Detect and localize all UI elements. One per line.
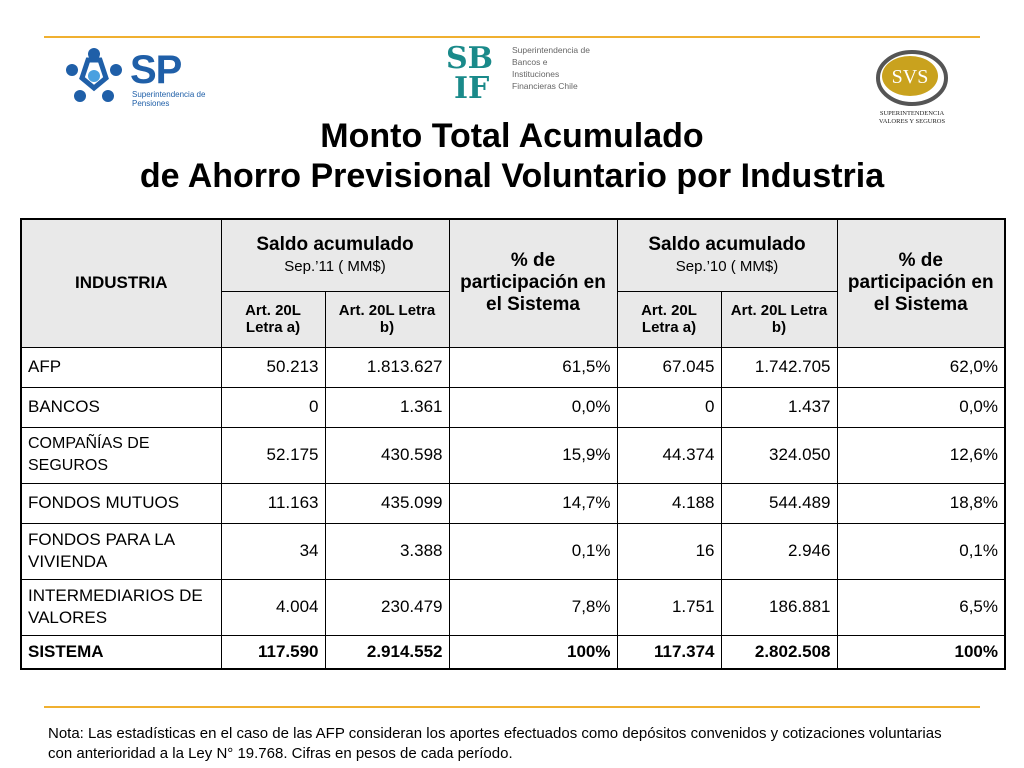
cell-p10: 12,6% xyxy=(837,427,1005,483)
cell-b10: 1.742.705 xyxy=(721,347,837,387)
cell-p11: 7,8% xyxy=(449,579,617,635)
row-industria: AFP xyxy=(21,347,221,387)
total-industria: SISTEMA xyxy=(21,635,221,669)
page-title xyxy=(0,116,1024,196)
cell-p10: 0,1% xyxy=(837,523,1005,579)
cell-a11: 11.163 xyxy=(221,483,325,523)
total-p11: 100% xyxy=(449,635,617,669)
header-pct-2010: % de participación en el Sistema xyxy=(837,219,1005,347)
cell-a11: 52.175 xyxy=(221,427,325,483)
header-art-b-2011 xyxy=(325,291,449,347)
cell-a10: 1.751 xyxy=(617,579,721,635)
cell-p11: 14,7% xyxy=(449,483,617,523)
cell-p11: 15,9% xyxy=(449,427,617,483)
total-a11: 117.590 xyxy=(221,635,325,669)
header-art-a-2011 xyxy=(221,291,325,347)
row-industria: FONDOS MUTUOS xyxy=(21,483,221,523)
top-divider xyxy=(44,36,980,38)
header-art-a-2010 xyxy=(617,291,721,347)
cell-p11: 0,0% xyxy=(449,387,617,427)
table-row xyxy=(21,427,1005,483)
title-line-1: Monto Total Acumulado xyxy=(320,117,704,155)
table-row xyxy=(21,523,1005,579)
table-row xyxy=(21,347,1005,387)
cell-b10: 1.437 xyxy=(721,387,837,427)
sbif-logo xyxy=(446,41,590,116)
row-industria: BANCOS xyxy=(21,387,221,427)
cell-a10: 67.045 xyxy=(617,347,721,387)
row-industria: COMPAÑÍAS DE SEGUROS xyxy=(21,427,221,483)
cell-p10: 62,0% xyxy=(837,347,1005,387)
cell-a10: 0 xyxy=(617,387,721,427)
cell-a11: 50.213 xyxy=(221,347,325,387)
row-industria: INTERMEDIARIOS DE VALORES xyxy=(21,579,221,635)
header-art-b-2010-label: Art. 20L Letra b) xyxy=(730,302,828,336)
sbif-logo-text: Superintendencia de Bancos e Instituciones Financieras Chile xyxy=(512,45,590,91)
cell-p10: 6,5% xyxy=(837,579,1005,635)
cell-b10: 2.946 xyxy=(721,523,837,579)
total-a10: 117.374 xyxy=(617,635,721,669)
cell-b11: 435.099 xyxy=(325,483,449,523)
cell-b10: 324.050 xyxy=(721,427,837,483)
header-art-b-2010 xyxy=(721,291,837,347)
cell-b10: 544.489 xyxy=(721,483,837,523)
cell-a10: 4.188 xyxy=(617,483,721,523)
table-header-row-1 xyxy=(21,219,1005,291)
header-pct-2011: % de participación en el Sistema xyxy=(449,219,617,347)
table-total-row xyxy=(21,635,1005,669)
svs-logo-subtitle: SUPERINTENDENCIA VALORES Y SEGUROS xyxy=(878,110,946,125)
header-saldo-2010-period: Sep.’10 ( MM$) xyxy=(675,258,779,276)
cell-b11: 430.598 xyxy=(325,427,449,483)
title-line-2: de Ahorro Previsional Voluntario por Industria xyxy=(139,157,885,195)
header-saldo-2011 xyxy=(221,219,449,291)
svs-emblem-icon xyxy=(872,46,952,110)
header-art-a-2011-label: Art. 20L Letra a) xyxy=(245,302,301,336)
sbif-mark-line1: SB xyxy=(446,41,494,76)
cell-p11: 0,1% xyxy=(449,523,617,579)
cell-b10: 186.881 xyxy=(721,579,837,635)
table-row xyxy=(21,387,1005,427)
header-art-b-2011-label: Art. 20L Letra b) xyxy=(338,302,436,336)
industry-table xyxy=(20,218,1006,670)
header-saldo-2010-label: Saldo acumulado xyxy=(648,234,806,256)
header-saldo-2010 xyxy=(617,219,837,291)
sbif-logo-mark xyxy=(446,41,494,106)
footnote: Nota: Las estadísticas en el caso de las AFP consideran los aportes efectuados como depósitos convenidos y cotizaciones voluntarias con anterioridad a la Ley N° 19.768. Cifras en pesos de cada período. xyxy=(48,725,942,762)
cell-p11: 61,5% xyxy=(449,347,617,387)
bottom-divider xyxy=(44,706,980,708)
cell-a11: 0 xyxy=(221,387,325,427)
header-saldo-2011-label: Saldo acumulado xyxy=(256,234,414,256)
cell-b11: 1.813.627 xyxy=(325,347,449,387)
total-b10: 2.802.508 xyxy=(721,635,837,669)
sp-logo-subtitle: Superintendencia de Pensiones xyxy=(132,90,206,108)
sp-logo xyxy=(60,44,210,110)
svs-logo-mark: SVS xyxy=(891,66,929,88)
header-industria: INDUSTRIA xyxy=(21,219,221,347)
cell-b11: 3.388 xyxy=(325,523,449,579)
cell-a10: 16 xyxy=(617,523,721,579)
header-saldo-2011-period: Sep.’11 ( MM$) xyxy=(284,258,386,276)
cell-b11: 230.479 xyxy=(325,579,449,635)
cell-a11: 4.004 xyxy=(221,579,325,635)
sp-emblem-icon xyxy=(60,44,128,110)
cell-a10: 44.374 xyxy=(617,427,721,483)
cell-p10: 0,0% xyxy=(837,387,1005,427)
table-row xyxy=(21,483,1005,523)
sbif-mark-line2: IF xyxy=(454,71,490,106)
header-art-a-2010-label: Art. 20L Letra a) xyxy=(641,302,697,336)
total-b11: 2.914.552 xyxy=(325,635,449,669)
row-industria: FONDOS PARA LA VIVIENDA xyxy=(21,523,221,579)
cell-b11: 1.361 xyxy=(325,387,449,427)
total-p10: 100% xyxy=(837,635,1005,669)
cell-p10: 18,8% xyxy=(837,483,1005,523)
sp-logo-mark: SP xyxy=(130,48,182,92)
cell-a11: 34 xyxy=(221,523,325,579)
table-row xyxy=(21,579,1005,635)
